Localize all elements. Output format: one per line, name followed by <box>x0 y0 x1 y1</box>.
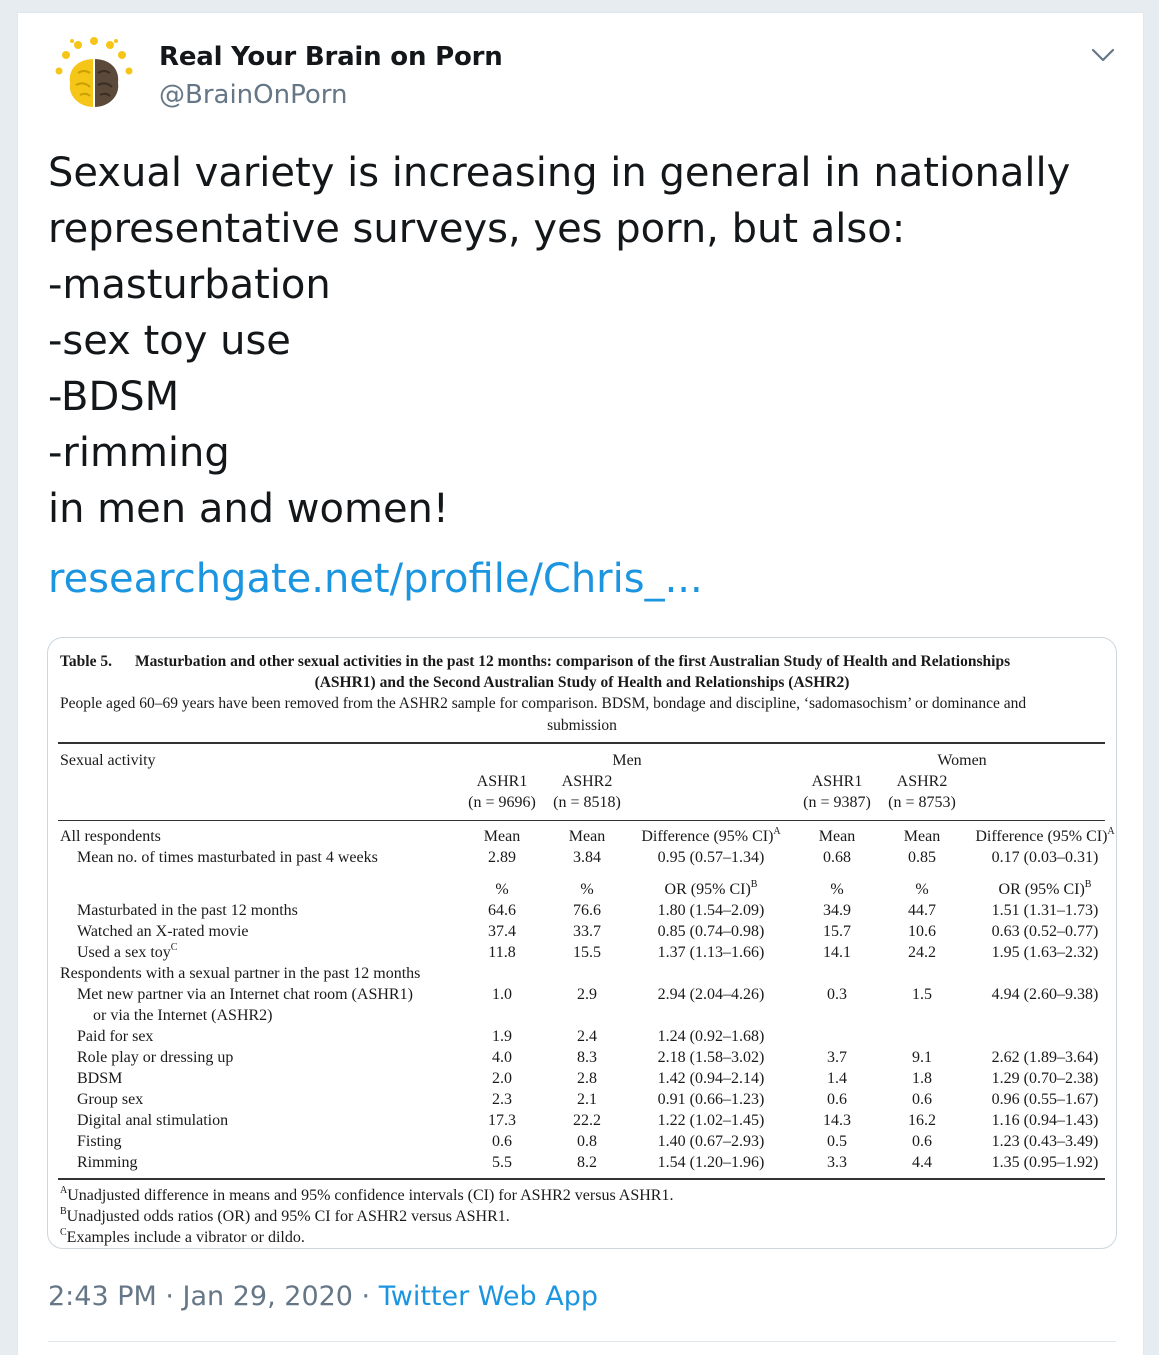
men-n1: (n = 9696) <box>468 794 536 811</box>
hdr-mean: Mean <box>903 828 941 845</box>
cell: 17.3 <box>488 1112 516 1129</box>
row-label: Rimming <box>77 1154 138 1171</box>
tweet-card <box>17 12 1144 1355</box>
rule-mid <box>58 820 1105 821</box>
row-label: BDSM <box>77 1070 123 1087</box>
cell: 11.8 <box>488 944 516 961</box>
source-link[interactable]: Twitter Web App <box>378 1281 599 1312</box>
cell: 44.7 <box>908 902 936 919</box>
hdr-pct: % <box>495 881 509 898</box>
hdr-mean: Mean <box>483 828 521 845</box>
women-ashr2: ASHR2 <box>896 773 948 790</box>
row-label: Used a sex toy$^C$ <box>77 941 178 961</box>
cell: 0.95 (0.57–1.34) <box>657 849 765 866</box>
cell: 2.0 <box>492 1070 512 1087</box>
cell: 1.40 (0.67–2.93) <box>657 1133 765 1150</box>
brain-avatar-icon[interactable] <box>48 33 140 125</box>
tweet-link[interactable]: researchgate.net/profile/Chris_... <box>48 556 703 602</box>
cell: 1.22 (1.02–1.45) <box>657 1112 765 1129</box>
hdr-pct: % <box>830 881 844 898</box>
cell: 1.8 <box>912 1070 932 1087</box>
cell: 3.7 <box>827 1049 847 1066</box>
cell: 2.4 <box>577 1028 597 1045</box>
timestamp-text[interactable]: 2:43 PM · Jan 29, 2020 · <box>48 1281 379 1312</box>
hdr-diff: Difference (95% CI)$^A$ <box>975 825 1115 845</box>
cell: 1.23 (0.43–3.49) <box>991 1133 1099 1150</box>
cell: 0.85 <box>908 849 936 866</box>
cell: 22.2 <box>573 1112 601 1129</box>
cell: 14.3 <box>823 1112 851 1129</box>
col-sexual-activity: Sexual activity <box>60 752 156 769</box>
footnote-c: $^C$Examples include a vibrator or dildo. <box>60 1226 305 1246</box>
cell: 2.94 (2.04–4.26) <box>657 986 765 1003</box>
cell: 10.6 <box>908 923 936 940</box>
footnote-a: $^A$Unadjusted difference in means and 95% confidence intervals (CI) for ASHR2 versus ASHR1. <box>60 1184 674 1204</box>
cell: 9.1 <box>912 1049 932 1066</box>
author-handle[interactable]: @BrainOnPorn <box>159 80 348 110</box>
tweet-image[interactable] <box>47 637 1117 1249</box>
cell: 2.18 (1.58–3.02) <box>657 1049 765 1066</box>
cell: 0.6 <box>912 1133 932 1150</box>
cell: 2.89 <box>488 849 516 866</box>
cell: 0.91 (0.66–1.23) <box>657 1091 765 1108</box>
women-n1: (n = 9387) <box>803 794 871 811</box>
cell: 4.4 <box>912 1154 932 1171</box>
cell: 15.5 <box>573 944 601 961</box>
hdr-mean: Mean <box>818 828 856 845</box>
cell: 1.5 <box>912 986 932 1003</box>
group-men: Men <box>612 752 642 769</box>
cell: 2.62 (1.89–3.64) <box>991 1049 1099 1066</box>
cell: 1.51 (1.31–1.73) <box>991 902 1099 919</box>
cell: 34.9 <box>823 902 851 919</box>
cell: 2.1 <box>577 1091 597 1108</box>
hdr-or: OR (95% CI)$^B$ <box>998 878 1092 898</box>
row-label: Met new partner via an Internet chat room (ASHR1) <box>77 986 413 1003</box>
rule-bottom <box>58 1178 1105 1180</box>
cell: 3.3 <box>827 1154 847 1171</box>
cell: 76.6 <box>573 902 601 919</box>
row-label: Role play or dressing up <box>77 1049 234 1066</box>
author-name[interactable]: Real Your Brain on Porn <box>159 42 503 72</box>
cell: 1.4 <box>827 1070 847 1087</box>
cell: 2.3 <box>492 1091 512 1108</box>
tweet-timestamp <box>48 1281 598 1312</box>
rule-top <box>58 742 1105 744</box>
cell: 1.9 <box>492 1028 512 1045</box>
cell: 0.17 (0.03–0.31) <box>991 849 1099 866</box>
cell: 0.68 <box>823 849 851 866</box>
cell: 64.6 <box>488 902 516 919</box>
row-label: Paid for sex <box>77 1028 154 1045</box>
cell: 16.2 <box>908 1112 936 1129</box>
hdr-or: OR (95% CI)$^B$ <box>664 878 758 898</box>
cell: 1.42 (0.94–2.14) <box>657 1070 765 1087</box>
women-ashr1: ASHR1 <box>811 773 863 790</box>
cell: 0.85 (0.74–0.98) <box>657 923 765 940</box>
cell: 15.7 <box>823 923 851 940</box>
row-label: Group sex <box>77 1091 144 1108</box>
cell: 1.29 (0.70–2.38) <box>991 1070 1099 1087</box>
cell: 1.16 (0.94–1.43) <box>991 1112 1099 1129</box>
cell: 4.94 (2.60–9.38) <box>991 986 1099 1003</box>
row-label: Fisting <box>77 1133 122 1150</box>
men-ashr1: ASHR1 <box>476 773 528 790</box>
cell: 1.0 <box>492 986 512 1003</box>
cell: 33.7 <box>573 923 601 940</box>
table-subtitle-1: People aged 60–69 years have been removed from the ASHR2 sample for comparison. BDSM, bondage and discipline, ‘sadomasochism’ or dominance and <box>60 695 1027 712</box>
chevron-down-icon[interactable] <box>1089 41 1117 69</box>
cell: 0.6 <box>827 1091 847 1108</box>
cell: 8.2 <box>577 1154 597 1171</box>
hdr-pct: % <box>915 881 929 898</box>
row-respondents-partner: Respondents with a sexual partner in the past 12 months <box>60 965 421 982</box>
row-label: Mean no. of times masturbated in past 4 weeks <box>77 849 378 866</box>
cell: 4.0 <box>492 1049 512 1066</box>
men-ashr2: ASHR2 <box>561 773 613 790</box>
cell: 2.8 <box>577 1070 597 1087</box>
cell: 0.5 <box>827 1133 847 1150</box>
table-title-2: (ASHR1) and the Second Australian Study of Health and Relationships (ASHR2) <box>314 674 850 691</box>
hdr-mean: Mean <box>568 828 606 845</box>
divider <box>48 1341 1116 1342</box>
cell: 1.37 (1.13–1.66) <box>657 944 765 961</box>
data-table <box>48 638 1116 1248</box>
table-subtitle-2: submission <box>547 717 617 734</box>
cell: 24.2 <box>908 944 936 961</box>
men-n2: (n = 8518) <box>553 794 621 811</box>
cell: 0.63 (0.52–0.77) <box>991 923 1099 940</box>
women-n2: (n = 8753) <box>888 794 956 811</box>
cell: 1.80 (1.54–2.09) <box>657 902 765 919</box>
cell: 0.8 <box>577 1133 597 1150</box>
cell: 0.96 (0.55–1.67) <box>991 1091 1099 1108</box>
hdr-diff: Difference (95% CI)$^A$ <box>641 825 781 845</box>
table-label: Table 5. <box>60 653 112 670</box>
cell: 37.4 <box>488 923 516 940</box>
row-label: Digital anal stimulation <box>77 1112 229 1129</box>
cell: 8.3 <box>577 1049 597 1066</box>
cell: 0.6 <box>912 1091 932 1108</box>
footnote-b: $^B$Unadjusted odds ratios (OR) and 95% CI for ASHR2 versus ASHR1. <box>60 1205 510 1225</box>
cell: 1.24 (0.92–1.68) <box>657 1028 765 1045</box>
hdr-pct: % <box>580 881 594 898</box>
row-label: Watched an X-rated movie <box>77 923 249 940</box>
cell: 3.84 <box>573 849 601 866</box>
cell: 5.5 <box>492 1154 512 1171</box>
row-label: Masturbated in the past 12 months <box>77 902 298 919</box>
cell: 1.54 (1.20–1.96) <box>657 1154 765 1171</box>
cell: 1.35 (0.95–1.92) <box>991 1154 1099 1171</box>
cell: 2.9 <box>577 986 597 1003</box>
row-all-respondents: All respondents <box>60 828 161 845</box>
table-title-1: Masturbation and other sexual activities in the past 12 months: comparison of the first Australian Study of Health and Relationships <box>135 653 1011 670</box>
cell: 0.6 <box>492 1133 512 1150</box>
cell: 0.3 <box>827 986 847 1003</box>
cell: 14.1 <box>823 944 851 961</box>
tweet-text: Sexual variety is increasing in general in nationally representative surveys, yes porn, but also: -masturbation -sex toy use -BDSM -rimming in men and women! <box>48 150 1071 532</box>
group-women: Women <box>937 752 987 769</box>
row-label: or via the Internet (ASHR2) <box>93 1007 273 1024</box>
cell: 1.95 (1.63–2.32) <box>991 944 1099 961</box>
